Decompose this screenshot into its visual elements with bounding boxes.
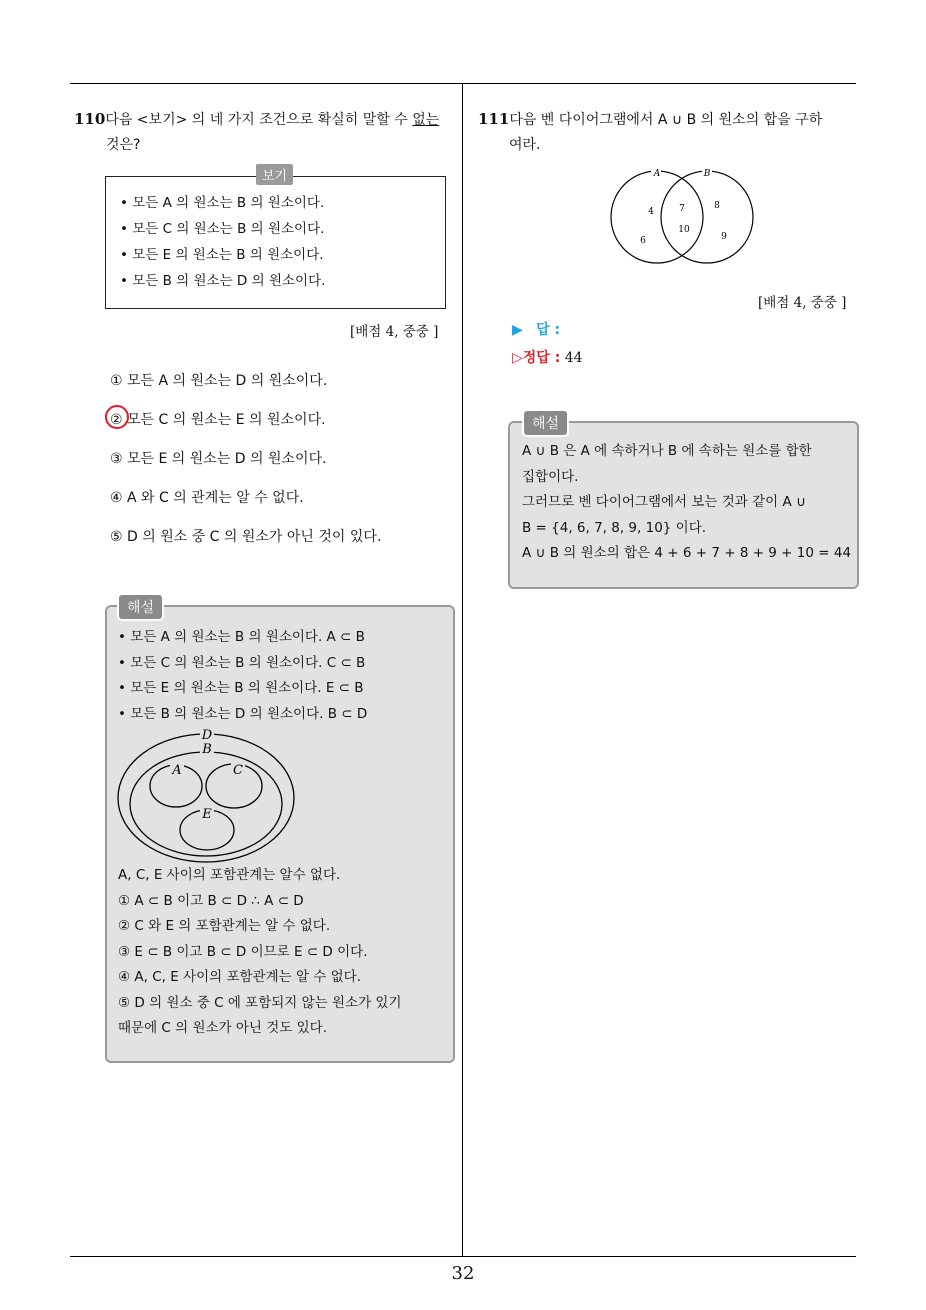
solution-lines-111 xyxy=(522,439,851,567)
question-text-line2: 것은? xyxy=(106,137,141,153)
solution-line: 때문에 C 의 원소가 아닌 것도 있다. xyxy=(118,1020,327,1036)
solution-label-111: 해설 xyxy=(522,409,569,437)
question-underlined-text: 없는 xyxy=(412,112,440,128)
venn-label-b: B xyxy=(703,169,711,179)
bogi-label: 보기 xyxy=(256,164,293,185)
play-arrow-icon: ▶ xyxy=(512,322,523,338)
solution-line: ③ E ⊂ B 이고 B ⊂ D 이므로 E ⊂ D 이다. xyxy=(118,943,368,960)
solution-line: B = {4, 6, 7, 8, 9, 10} 이다. xyxy=(522,519,707,536)
solution-bullet: • 모든 C 의 원소는 B 의 원소이다. C ⊂ B xyxy=(118,654,366,671)
bogi-item: • 모든 E 의 원소는 B 의 원소이다. xyxy=(120,247,324,263)
question-number: 110 xyxy=(74,110,106,128)
question-text: 다음 벤 다이어그램에서 A ∪ B 의 원소의 합을 구하 xyxy=(509,112,823,128)
score-111: [배점 4, 중중 ] xyxy=(758,295,847,311)
bottom-rule xyxy=(70,1256,856,1257)
solution-line: 집합이다. xyxy=(522,468,579,485)
solution-line: A ∪ B 은 A 에 속하거나 B 에 속하는 원소를 합한 xyxy=(522,443,812,459)
question-text: 다음 <보기> 의 네 가지 조건으로 확실히 말할 수 xyxy=(105,112,413,128)
bogi-items xyxy=(120,190,325,294)
set-inclusion-diagram xyxy=(112,728,304,866)
solution-bullet: • 모든 A 의 원소는 B 의 원소이다. A ⊂ B xyxy=(118,629,365,645)
solution-line: ② C 와 E 의 포함관계는 알 수 없다. xyxy=(118,918,331,934)
question-number: 111 xyxy=(478,110,510,128)
venn-value: 7 xyxy=(679,204,685,214)
venn-value: 9 xyxy=(721,232,727,242)
choice-4[interactable]: ④ A 와 C 의 관계는 알 수 없다. xyxy=(110,490,304,506)
question-110 xyxy=(74,106,458,133)
set-label-c: C xyxy=(233,763,243,778)
page-number: 32 xyxy=(451,1263,475,1284)
solution-line: ① A ⊂ B 이고 B ⊂ D ∴ A ⊂ D xyxy=(118,892,304,909)
choice-5[interactable]: ⑤ D 의 원소 중 C 의 원소가 아닌 것이 있다. xyxy=(110,529,382,545)
bogi-item: • 모든 B 의 원소는 D 의 원소이다. xyxy=(120,273,326,289)
bogi-item: • 모든 C 의 원소는 B 의 원소이다. xyxy=(120,221,325,237)
column-divider xyxy=(462,83,463,1256)
solution-label-110: 해설 xyxy=(117,593,164,621)
set-label-e: E xyxy=(202,807,212,822)
solution-line: ④ A, C, E 사이의 포함관계는 알 수 없다. xyxy=(118,969,361,985)
solution-line: 그러므로 벤 다이어그램에서 보는 것과 같이 A ∪ xyxy=(522,494,806,510)
bogi-box xyxy=(105,176,446,309)
venn-value: 10 xyxy=(678,225,690,235)
solution-bullets-110 xyxy=(118,625,367,727)
venn-diagram xyxy=(610,166,760,268)
correct-value: 44 xyxy=(564,350,583,366)
top-rule xyxy=(70,83,856,84)
correct-label: 정답 : xyxy=(522,350,561,366)
solution-line: ⑤ D 의 원소 중 C 에 포함되지 않는 원소가 있기 xyxy=(118,994,402,1011)
answer-row xyxy=(512,319,560,339)
choice-3[interactable]: ③ 모든 E 의 원소는 D 의 원소이다. xyxy=(110,451,327,467)
question-text-line2: 여라. xyxy=(509,137,541,153)
choice-2[interactable]: ② 모든 C 의 원소는 E 의 원소이다. xyxy=(110,412,326,428)
set-label-a: A xyxy=(172,763,182,778)
triangle-outline-icon: ▷ xyxy=(512,350,523,366)
question-111 xyxy=(478,106,862,133)
set-label-b: B xyxy=(202,742,212,757)
bogi-item: • 모든 A 의 원소는 B 의 원소이다. xyxy=(120,195,325,211)
solution-line: A, C, E 사이의 포함관계는 알수 없다. xyxy=(118,867,341,883)
score-110: [배점 4, 중중 ] xyxy=(350,324,439,340)
venn-value: 8 xyxy=(714,201,720,211)
solution-lines-110 xyxy=(118,863,402,1042)
venn-value: 6 xyxy=(640,236,646,246)
venn-value: 4 xyxy=(648,207,654,217)
selected-answer-circle-icon xyxy=(105,405,129,429)
solution-bullet: • 모든 E 의 원소는 B 의 원소이다. E ⊂ B xyxy=(118,680,364,696)
venn-label-a: A xyxy=(653,169,661,179)
solution-bullet: • 모든 B 의 원소는 D 의 원소이다. B ⊂ D xyxy=(118,705,368,722)
correct-answer-row xyxy=(512,347,583,367)
answer-label: 답 : xyxy=(536,322,561,338)
choice-1[interactable]: ① 모든 A 의 원소는 D 의 원소이다. xyxy=(110,373,328,389)
solution-line: A ∪ B 의 원소의 합은 4 + 6 + 7 + 8 + 9 + 10 = 44 xyxy=(522,545,852,561)
set-label-d: D xyxy=(201,728,213,743)
